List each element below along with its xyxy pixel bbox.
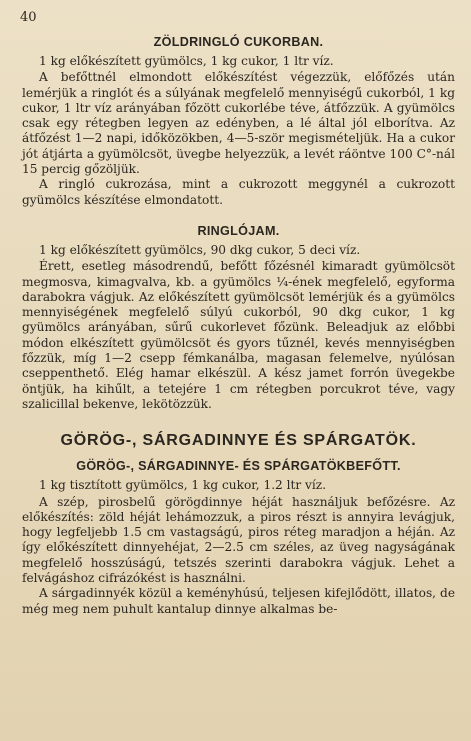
- recipe-paragraph: Érett, esetleg másodrendű, befőtt főzésnél kimaradt gyümölcsöt megmosva, kimagvalva, kb. a gyümölcs ¼-ének megfelelő, egyforma darabokra vágjuk. Az előkészített gyümölcsöt lemérjük és a gyümölcs mennyiségének megfelelő súlyú cukorból, 90 dkg cukor, 1 kg gyümölcs arányában, sűrű cukorlevet főzünk. Beleadjuk az előbbi módon elkészített gyümölcsöt és gyors tűznél, kevés mennyiségben főzzük, míg 1—2 csepp fémkanálba, magasan felemelve, nyúlósan cseppenthető. Elég hamar elkészül. A kész jamet forrón üvegekbe öntjük, ha kihűlt, a tetejére 1 cm rétegben porcukrot téve, vagy szalicillal bekenve, lekötözzük.: [22, 259, 455, 411]
- section-title: GÖRÖG-, SÁRGADINNYE- ÉS SPÁRGATÖKBEFŐTT.: [76, 459, 401, 474]
- recipe-paragraph: A szép, pirosbelű görögdinnye héját használjuk befőzésre. Az előkészítés: zöld héját lehámozzuk, a piros részt is annyira levágjuk, hogy legfeljebb 1.5 cm vastagságú, piros réteg maradjon a héján. Az így előkészített dinnyehéjat, 2—2.5 cm széles, az üveg nagyságának megfelelő hosszúságú, tetszés szerinti darabokra vágjuk. Lehet a felvágáshoz cifrázókést is használni.: [22, 494, 455, 586]
- section-title: RINGLÓJAM.: [197, 223, 280, 238]
- section-zoldringlo: [22, 35, 455, 208]
- recipe-paragraph: A befőttnél elmondott előkészítést végezzük, előfőzés után lemérjük a ringlót és a súlyának megfelelő mennyiségű cukorból, 1 kg cukor, 1 ltr víz arányában főzött cukorlébe téve, átfőzzük. A gyümölcs csak egy rétegben legyen az edényben, a lé által jól elborítva. Az átfőzést 1—2 napi, időközökben, 4—5-ször megismételjük. Ha a cukor jót átjárta a gyümölcsöt, üvegbe helyezzük, a levét ráöntve 100 C°-nál 15 percig gőzöljük.: [22, 70, 455, 177]
- ingredients-line: 1 kg tisztított gyümölcs, 1 kg cukor, 1.2 ltr víz.: [39, 478, 327, 493]
- recipe-paragraph: A sárgadinnyék közül a keményhúsú, teljesen kifejlődött, illatos, de még meg nem puhult kantalup dinnye alkalmas be-: [22, 586, 455, 616]
- recipe-paragraph: A ringló cukrozása, mint a cukrozott meggynél a cukrozott gyümölcs készítése elmondatott.: [22, 177, 455, 207]
- section-spacer: [22, 208, 455, 224]
- ingredients-line: 1 kg előkészített gyümölcs, 1 kg cukor, 1 ltr víz.: [39, 54, 334, 68]
- chapter-dinnye: [22, 432, 455, 617]
- chapter-title: GÖRÖG-, SÁRGADINNYE ÉS SPÁRGATÖK.: [60, 432, 417, 450]
- page-number: 40: [20, 10, 37, 25]
- section-title: ZÖLDRINGLÓ CUKORBAN.: [153, 35, 324, 49]
- ingredients-line: 1 kg előkészített gyümölcs, 90 dkg cukor, 5 deci víz.: [39, 242, 361, 257]
- section-ringlojam: [22, 224, 455, 412]
